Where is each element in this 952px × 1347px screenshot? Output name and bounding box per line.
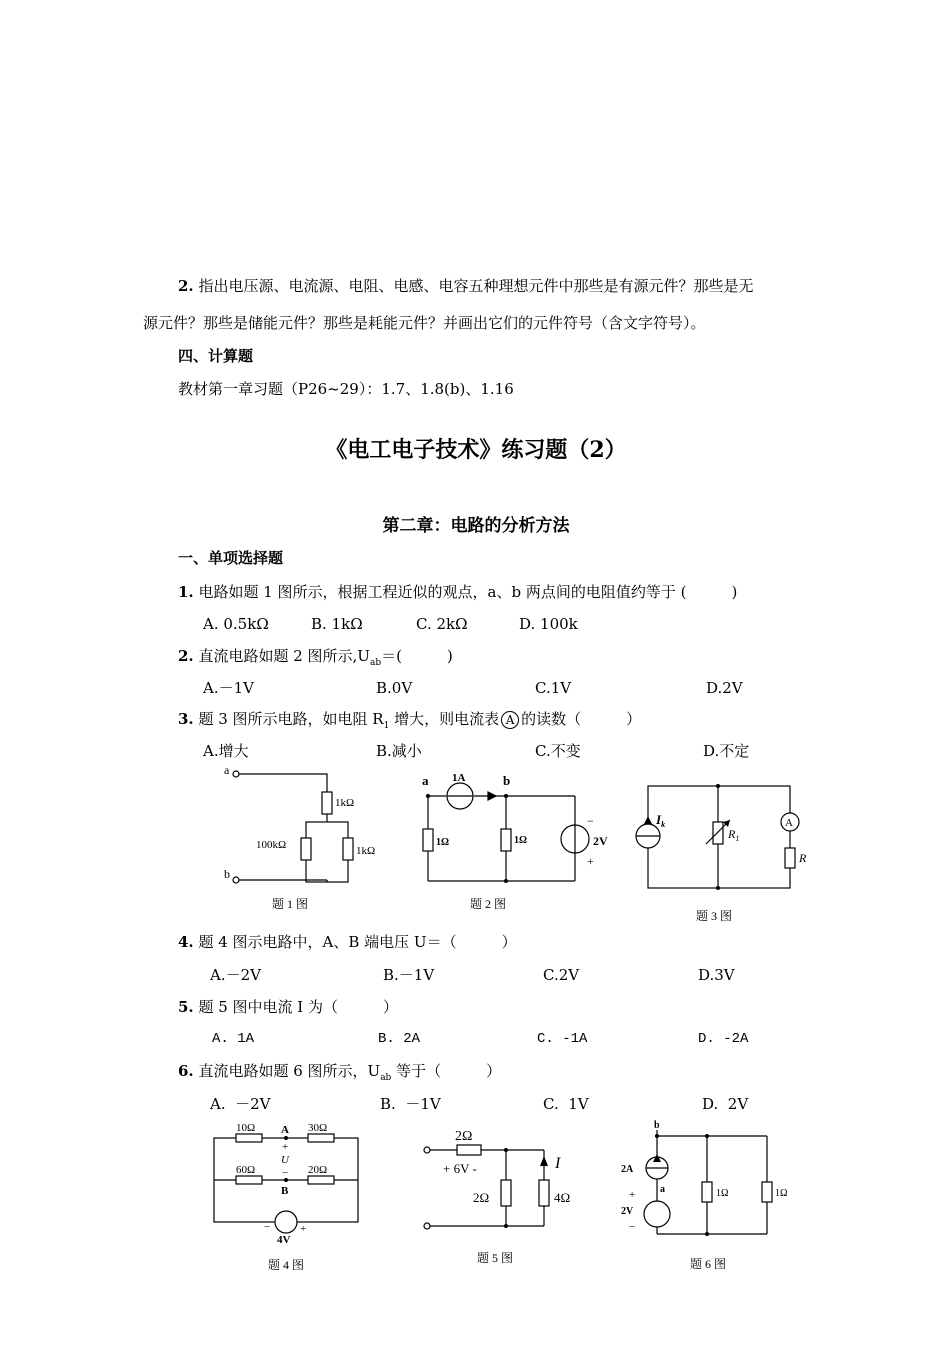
question-4 — [178, 932, 517, 952]
q5-option-c: C. -1A — [537, 1031, 588, 1047]
q3-option-b: B.减小 — [376, 742, 422, 760]
question-number: 1. — [178, 583, 194, 601]
fig5-r-top: 2Ω — [455, 1129, 473, 1144]
question-text-end: ＝( ) — [381, 647, 453, 665]
section-heading-choice: 一、单项选择题 — [178, 549, 284, 567]
question-text: 题 5 图中电流 I 为（ ） — [198, 998, 398, 1016]
fig1-r-top: 1kΩ — [335, 797, 355, 809]
fig4-B: B — [281, 1185, 289, 1197]
question-2 — [178, 646, 453, 673]
fig6-a: a — [660, 1184, 665, 1195]
question-2-line-2: 源元件？那些是储能元件？那些是耗能元件？并画出它们的元件符号（含文字符号）。 — [143, 314, 706, 332]
q4-option-a: A.－2V — [210, 966, 261, 984]
q3-option-c: C.不变 — [535, 742, 581, 760]
fig5-caption: 题 5 图 — [477, 1251, 514, 1265]
fig4-minus: − — [282, 1167, 289, 1179]
question-text-end: 的读数（ ） — [521, 710, 642, 728]
fig2-caption: 题 2 图 — [470, 897, 507, 911]
fig4-r1: 10Ω — [236, 1122, 256, 1134]
fig6-src-i: 2A — [621, 1164, 634, 1175]
fig4-src-plus: + — [300, 1223, 307, 1235]
fig3-ik: $I_k$ — [656, 812, 666, 829]
q2-option-c: C.1V — [535, 679, 572, 697]
subscript: 1 — [383, 721, 390, 731]
question-text: 题 4 图示电路中，A、B 端电压 U＝（ ） — [198, 933, 517, 951]
fig3-r: R — [799, 851, 807, 865]
q6-option-a: A. －2V — [210, 1095, 271, 1113]
q5-option-b: B. 2A — [378, 1031, 421, 1047]
question-text: 电路如题 1 图所示，根据工程近似的观点，a、b 两点间的电阻值约等于 ( ) — [198, 583, 738, 601]
fig1-caption: 题 1 图 — [272, 897, 309, 911]
fig1-label-b: b — [224, 867, 230, 881]
fig3-r1: $R_1$ — [728, 827, 740, 843]
fig2-src-i: 1A — [452, 772, 466, 784]
fig2-label-b: b — [503, 773, 511, 788]
fig4-r4: 20Ω — [308, 1164, 328, 1176]
fig6-r1: 1Ω — [716, 1188, 729, 1199]
question-number: 5. — [178, 998, 194, 1016]
q2-option-a: A.－1V — [203, 679, 254, 697]
question-text: 直流电路如题 6 图所示，U — [198, 1062, 381, 1080]
fig6-minus: − — [629, 1221, 636, 1233]
fig2-r2: 1Ω — [514, 835, 528, 846]
figure-4-circuit — [200, 1118, 375, 1283]
fig5-r-right: 4Ω — [554, 1190, 571, 1205]
fig6-plus: + — [629, 1189, 636, 1201]
question-6 — [178, 1061, 501, 1088]
section-heading-calc: 四、计算题 — [178, 347, 254, 365]
q1-option-a: A. 0.5kΩ — [203, 615, 269, 633]
q4-option-b: B.－1V — [383, 966, 435, 984]
fig6-caption: 题 6 图 — [690, 1257, 727, 1271]
fig3-caption: 题 3 图 — [696, 909, 733, 923]
question-number: 4. — [178, 933, 194, 951]
question-1 — [178, 582, 737, 602]
question-number: 3. — [178, 710, 194, 728]
figure-3-circuit — [630, 780, 820, 930]
ammeter-symbol: A — [501, 711, 519, 729]
q6-option-d: D. 2V — [702, 1095, 749, 1113]
fig1-r-left: 100kΩ — [256, 839, 287, 851]
fig4-src-minus: − — [264, 1221, 271, 1233]
fig4-r2: 30Ω — [308, 1122, 328, 1134]
q2-option-b: B.0V — [376, 679, 413, 697]
fig1-r-right: 1kΩ — [356, 845, 376, 857]
subscript: ab — [380, 1073, 392, 1083]
fig2-minus: − — [587, 814, 594, 828]
question-3 — [178, 709, 641, 736]
figure-1-circuit — [200, 760, 380, 920]
fig2-plus: + — [587, 854, 594, 868]
question-5 — [178, 997, 398, 1017]
question-2-line-1 — [178, 276, 753, 296]
fig3-meter: A — [785, 817, 793, 829]
q4-option-c: C.2V — [543, 966, 580, 984]
q3-option-a: A.增大 — [203, 742, 249, 760]
fig2-r1: 1Ω — [436, 837, 450, 848]
question-text: 题 3 图所示电路，如电阻 R — [198, 710, 384, 728]
chapter-title: 第二章：电路的分析方法 — [382, 516, 570, 536]
question-number: 2. — [178, 277, 194, 295]
q6-option-b: B. －1V — [380, 1095, 441, 1113]
fig5-r-mid: 2Ω — [473, 1190, 490, 1205]
fig5-src: + 6V - — [443, 1161, 477, 1176]
fig5-I: I — [555, 1155, 561, 1172]
subscript: ab — [369, 658, 382, 668]
fig4-U: U — [281, 1154, 289, 1166]
fig4-src: 4V — [277, 1234, 291, 1246]
fig1-label-a: a — [224, 763, 230, 777]
fig2-label-a: a — [422, 773, 429, 788]
section-calc-text: 教材第一章习题（P26~29）：1.7、1.8(b)、1.16 — [178, 380, 514, 398]
fig6-r2: 1Ω — [775, 1188, 788, 1199]
fig4-A: A — [281, 1124, 289, 1136]
q6-option-c: C. 1V — [543, 1095, 589, 1113]
q4-option-d: D.3V — [698, 966, 735, 984]
question-text-mid: 增大，则电流表 — [389, 710, 500, 728]
q2-option-d: D.2V — [706, 679, 743, 697]
question-text-end: 等于（ ） — [391, 1062, 502, 1080]
fig6-src-v: 2V — [621, 1206, 634, 1217]
q5-option-a: A. 1A — [212, 1031, 255, 1047]
document-title: 《电工电子技术》练习题（2） — [325, 437, 627, 463]
fig2-src-v: 2V — [593, 834, 608, 848]
q1-option-c: C. 2kΩ — [416, 615, 468, 633]
question-text: 直流电路如题 2 图所示,U — [198, 647, 370, 665]
question-number: 2. — [178, 647, 194, 665]
fig4-plus: + — [282, 1141, 289, 1153]
q3-option-d: D.不定 — [703, 742, 750, 760]
fig4-caption: 题 4 图 — [268, 1258, 305, 1272]
figure-6-circuit — [615, 1118, 800, 1278]
q5-option-d: D. -2A — [698, 1031, 749, 1047]
fig6-b: b — [654, 1120, 660, 1131]
question-number: 6. — [178, 1062, 194, 1080]
q1-option-b: B. 1kΩ — [311, 615, 363, 633]
fig4-r3: 60Ω — [236, 1164, 256, 1176]
question-text: 指出电压源、电流源、电阻、电感、电容五种理想元件中那些是有源元件？那些是无 — [198, 277, 754, 295]
q1-option-d: D. 100k — [519, 615, 578, 633]
figure-2-circuit — [400, 763, 620, 923]
figure-5-circuit — [415, 1118, 595, 1273]
